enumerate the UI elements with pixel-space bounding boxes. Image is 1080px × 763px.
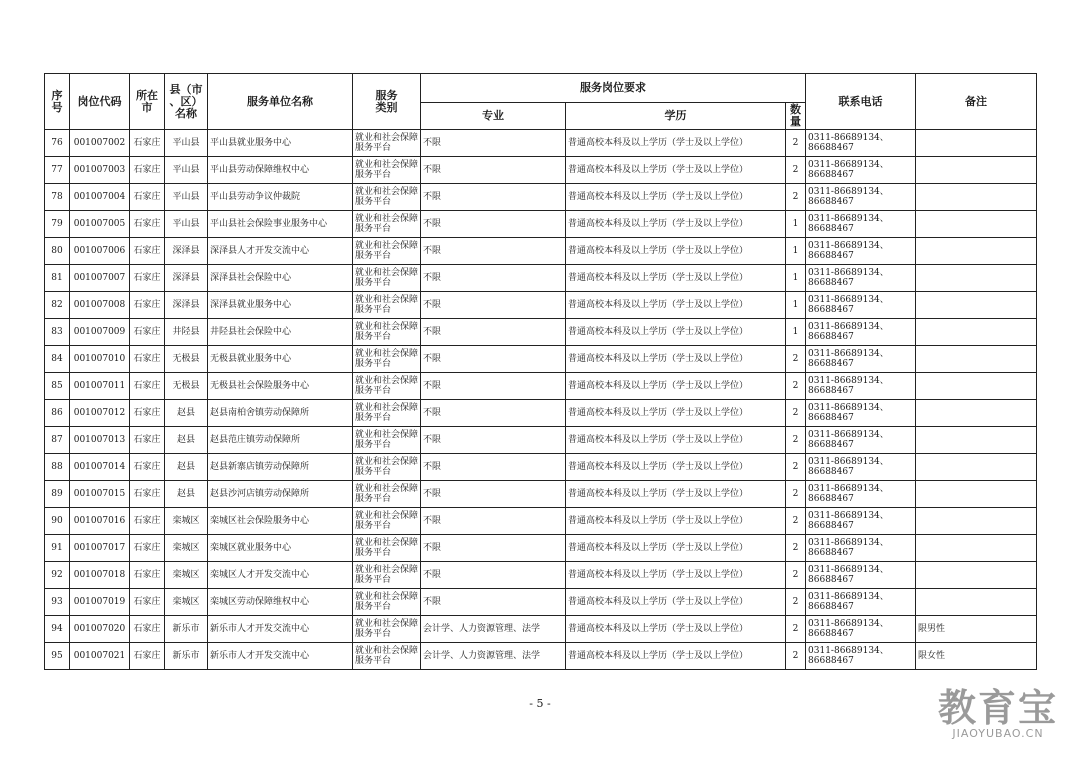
cell-category: 就业和社会保障服务平台	[353, 184, 421, 211]
cell-city: 石家庄	[130, 346, 165, 373]
cell-code: 001007014	[70, 454, 130, 481]
cell-city: 石家庄	[130, 211, 165, 238]
cell-unit: 平山县劳动保障维权中心	[208, 157, 353, 184]
cell-major: 不限	[421, 400, 566, 427]
cell-phone: 0311-86689134、86688467	[806, 427, 916, 454]
cell-seq: 88	[45, 454, 70, 481]
table-row	[45, 454, 1037, 481]
cell-category: 就业和社会保障服务平台	[353, 562, 421, 589]
cell-phone: 0311-86689134、86688467	[806, 535, 916, 562]
watermark-logo	[938, 688, 1058, 740]
table-body	[45, 130, 1037, 670]
cell-seq: 87	[45, 427, 70, 454]
cell-remarks	[916, 589, 1037, 616]
cell-unit: 赵县范庄镇劳动保障所	[208, 427, 353, 454]
header-county: 县（市 、区） 名称	[165, 74, 208, 130]
table-row	[45, 184, 1037, 211]
cell-unit: 赵县新寨店镇劳动保障所	[208, 454, 353, 481]
cell-qty: 2	[786, 616, 806, 643]
cell-code: 001007002	[70, 130, 130, 157]
header-code: 岗位代码	[70, 74, 130, 130]
cell-unit: 栾城区劳动保障维权中心	[208, 589, 353, 616]
header-unit: 服务单位名称	[208, 74, 353, 130]
cell-education: 普通高校本科及以上学历（学士及以上学位）	[566, 589, 786, 616]
cell-qty: 2	[786, 535, 806, 562]
cell-education: 普通高校本科及以上学历（学士及以上学位）	[566, 481, 786, 508]
cell-seq: 94	[45, 616, 70, 643]
cell-major: 不限	[421, 346, 566, 373]
cell-city: 石家庄	[130, 265, 165, 292]
table-row	[45, 427, 1037, 454]
cell-education: 普通高校本科及以上学历（学士及以上学位）	[566, 373, 786, 400]
cell-education: 普通高校本科及以上学历（学士及以上学位）	[566, 535, 786, 562]
cell-major: 不限	[421, 589, 566, 616]
cell-qty: 2	[786, 400, 806, 427]
cell-qty: 2	[786, 481, 806, 508]
cell-code: 001007004	[70, 184, 130, 211]
cell-county: 赵县	[165, 427, 208, 454]
watermark-domain: JIAOYUBAO.CN	[952, 727, 1044, 740]
header-qty: 数 量	[786, 103, 806, 130]
table-row	[45, 265, 1037, 292]
cell-major: 不限	[421, 211, 566, 238]
cell-city: 石家庄	[130, 427, 165, 454]
cell-education: 普通高校本科及以上学历（学士及以上学位）	[566, 238, 786, 265]
cell-remarks	[916, 535, 1037, 562]
cell-code: 001007012	[70, 400, 130, 427]
cell-unit: 新乐市人才开发交流中心	[208, 643, 353, 670]
cell-code: 001007021	[70, 643, 130, 670]
cell-qty: 2	[786, 454, 806, 481]
cell-code: 001007008	[70, 292, 130, 319]
cell-qty: 1	[786, 265, 806, 292]
cell-unit: 井陉县社会保险中心	[208, 319, 353, 346]
header-remarks: 备注	[916, 74, 1037, 130]
cell-code: 001007015	[70, 481, 130, 508]
cell-education: 普通高校本科及以上学历（学士及以上学位）	[566, 211, 786, 238]
cell-category: 就业和社会保障服务平台	[353, 400, 421, 427]
cell-remarks	[916, 481, 1037, 508]
cell-major: 不限	[421, 319, 566, 346]
cell-county: 赵县	[165, 454, 208, 481]
cell-seq: 77	[45, 157, 70, 184]
cell-education: 普通高校本科及以上学历（学士及以上学位）	[566, 616, 786, 643]
cell-category: 就业和社会保障服务平台	[353, 292, 421, 319]
cell-city: 石家庄	[130, 643, 165, 670]
cell-county: 深泽县	[165, 265, 208, 292]
cell-phone: 0311-86689134、86688467	[806, 184, 916, 211]
cell-code: 001007006	[70, 238, 130, 265]
cell-seq: 92	[45, 562, 70, 589]
table-row	[45, 508, 1037, 535]
cell-major: 不限	[421, 562, 566, 589]
cell-remarks: 限男性	[916, 616, 1037, 643]
cell-seq: 85	[45, 373, 70, 400]
cell-qty: 2	[786, 373, 806, 400]
cell-remarks	[916, 562, 1037, 589]
cell-phone: 0311-86689134、86688467	[806, 616, 916, 643]
cell-seq: 78	[45, 184, 70, 211]
cell-qty: 2	[786, 427, 806, 454]
cell-education: 普通高校本科及以上学历（学士及以上学位）	[566, 130, 786, 157]
cell-category: 就业和社会保障服务平台	[353, 319, 421, 346]
cell-unit: 深泽县社会保险中心	[208, 265, 353, 292]
cell-major: 不限	[421, 535, 566, 562]
cell-category: 就业和社会保障服务平台	[353, 535, 421, 562]
cell-remarks	[916, 427, 1037, 454]
cell-code: 001007010	[70, 346, 130, 373]
cell-seq: 93	[45, 589, 70, 616]
cell-phone: 0311-86689134、86688467	[806, 346, 916, 373]
cell-major: 不限	[421, 427, 566, 454]
cell-seq: 79	[45, 211, 70, 238]
cell-unit: 深泽县就业服务中心	[208, 292, 353, 319]
cell-unit: 深泽县人才开发交流中心	[208, 238, 353, 265]
cell-phone: 0311-86689134、86688467	[806, 373, 916, 400]
header-city: 所在 市	[130, 74, 165, 130]
cell-category: 就业和社会保障服务平台	[353, 616, 421, 643]
cell-phone: 0311-86689134、86688467	[806, 481, 916, 508]
cell-city: 石家庄	[130, 238, 165, 265]
cell-city: 石家庄	[130, 157, 165, 184]
cell-major: 不限	[421, 238, 566, 265]
cell-unit: 无极县社会保险服务中心	[208, 373, 353, 400]
cell-city: 石家庄	[130, 373, 165, 400]
cell-education: 普通高校本科及以上学历（学士及以上学位）	[566, 292, 786, 319]
cell-city: 石家庄	[130, 589, 165, 616]
cell-county: 栾城区	[165, 535, 208, 562]
cell-code: 001007009	[70, 319, 130, 346]
cell-unit: 平山县就业服务中心	[208, 130, 353, 157]
cell-county: 无极县	[165, 373, 208, 400]
cell-remarks	[916, 130, 1037, 157]
cell-unit: 赵县沙河店镇劳动保障所	[208, 481, 353, 508]
cell-code: 001007016	[70, 508, 130, 535]
cell-category: 就业和社会保障服务平台	[353, 427, 421, 454]
cell-code: 001007020	[70, 616, 130, 643]
cell-seq: 91	[45, 535, 70, 562]
cell-unit: 栾城区社会保险服务中心	[208, 508, 353, 535]
cell-county: 平山县	[165, 130, 208, 157]
cell-county: 栾城区	[165, 589, 208, 616]
cell-code: 001007007	[70, 265, 130, 292]
cell-seq: 76	[45, 130, 70, 157]
cell-seq: 86	[45, 400, 70, 427]
watermark-brand: 教育宝	[937, 686, 1058, 730]
cell-remarks	[916, 346, 1037, 373]
cell-unit: 赵县南柏舍镇劳动保障所	[208, 400, 353, 427]
cell-remarks	[916, 238, 1037, 265]
cell-qty: 1	[786, 319, 806, 346]
cell-major: 不限	[421, 481, 566, 508]
cell-major: 不限	[421, 373, 566, 400]
cell-category: 就业和社会保障服务平台	[353, 211, 421, 238]
header-category: 服务 类别	[353, 74, 421, 130]
cell-code: 001007017	[70, 535, 130, 562]
cell-phone: 0311-86689134、86688467	[806, 292, 916, 319]
table-row	[45, 346, 1037, 373]
cell-major: 不限	[421, 157, 566, 184]
cell-phone: 0311-86689134、86688467	[806, 319, 916, 346]
cell-education: 普通高校本科及以上学历（学士及以上学位）	[566, 346, 786, 373]
cell-education: 普通高校本科及以上学历（学士及以上学位）	[566, 265, 786, 292]
cell-city: 石家庄	[130, 130, 165, 157]
cell-qty: 2	[786, 157, 806, 184]
cell-county: 无极县	[165, 346, 208, 373]
table-row	[45, 373, 1037, 400]
cell-seq: 89	[45, 481, 70, 508]
cell-major: 不限	[421, 292, 566, 319]
cell-qty: 2	[786, 130, 806, 157]
cell-qty: 2	[786, 184, 806, 211]
cell-category: 就业和社会保障服务平台	[353, 454, 421, 481]
cell-major: 不限	[421, 130, 566, 157]
cell-seq: 83	[45, 319, 70, 346]
cell-city: 石家庄	[130, 319, 165, 346]
cell-remarks	[916, 265, 1037, 292]
cell-code: 001007011	[70, 373, 130, 400]
cell-qty: 2	[786, 508, 806, 535]
cell-qty: 2	[786, 346, 806, 373]
cell-education: 普通高校本科及以上学历（学士及以上学位）	[566, 319, 786, 346]
cell-phone: 0311-86689134、86688467	[806, 157, 916, 184]
cell-category: 就业和社会保障服务平台	[353, 346, 421, 373]
table-row	[45, 481, 1037, 508]
cell-education: 普通高校本科及以上学历（学士及以上学位）	[566, 562, 786, 589]
cell-county: 井陉县	[165, 319, 208, 346]
cell-major: 不限	[421, 508, 566, 535]
header-phone: 联系电话	[806, 74, 916, 130]
cell-phone: 0311-86689134、86688467	[806, 211, 916, 238]
cell-phone: 0311-86689134、86688467	[806, 400, 916, 427]
header-education: 学历	[566, 103, 786, 130]
cell-education: 普通高校本科及以上学历（学士及以上学位）	[566, 427, 786, 454]
cell-category: 就业和社会保障服务平台	[353, 130, 421, 157]
table-row	[45, 292, 1037, 319]
page-number: - 5 -	[529, 697, 551, 710]
cell-code: 001007018	[70, 562, 130, 589]
cell-education: 普通高校本科及以上学历（学士及以上学位）	[566, 508, 786, 535]
cell-unit: 栾城区就业服务中心	[208, 535, 353, 562]
cell-category: 就业和社会保障服务平台	[353, 508, 421, 535]
header-major: 专业	[421, 103, 566, 130]
cell-category: 就业和社会保障服务平台	[353, 589, 421, 616]
cell-county: 平山县	[165, 184, 208, 211]
cell-code: 001007013	[70, 427, 130, 454]
cell-remarks	[916, 400, 1037, 427]
cell-code: 001007003	[70, 157, 130, 184]
cell-education: 普通高校本科及以上学历（学士及以上学位）	[566, 454, 786, 481]
cell-remarks	[916, 184, 1037, 211]
table-row	[45, 130, 1037, 157]
cell-seq: 95	[45, 643, 70, 670]
cell-remarks	[916, 319, 1037, 346]
cell-remarks	[916, 292, 1037, 319]
cell-county: 新乐市	[165, 616, 208, 643]
cell-qty: 2	[786, 589, 806, 616]
table-row	[45, 589, 1037, 616]
cell-city: 石家庄	[130, 535, 165, 562]
cell-category: 就业和社会保障服务平台	[353, 643, 421, 670]
cell-county: 平山县	[165, 157, 208, 184]
cell-seq: 84	[45, 346, 70, 373]
header-requirements: 服务岗位要求	[421, 74, 806, 103]
table-row	[45, 535, 1037, 562]
cell-unit: 新乐市人才开发交流中心	[208, 616, 353, 643]
cell-phone: 0311-86689134、86688467	[806, 265, 916, 292]
cell-city: 石家庄	[130, 184, 165, 211]
cell-remarks	[916, 157, 1037, 184]
cell-phone: 0311-86689134、86688467	[806, 454, 916, 481]
cell-county: 赵县	[165, 481, 208, 508]
cell-category: 就业和社会保障服务平台	[353, 157, 421, 184]
cell-remarks	[916, 454, 1037, 481]
cell-seq: 80	[45, 238, 70, 265]
cell-seq: 90	[45, 508, 70, 535]
cell-city: 石家庄	[130, 481, 165, 508]
cell-phone: 0311-86689134、86688467	[806, 238, 916, 265]
cell-county: 深泽县	[165, 292, 208, 319]
table-row	[45, 643, 1037, 670]
cell-category: 就业和社会保障服务平台	[353, 373, 421, 400]
cell-county: 赵县	[165, 400, 208, 427]
cell-remarks	[916, 373, 1037, 400]
cell-phone: 0311-86689134、86688467	[806, 643, 916, 670]
table-row	[45, 562, 1037, 589]
cell-education: 普通高校本科及以上学历（学士及以上学位）	[566, 400, 786, 427]
cell-code: 001007019	[70, 589, 130, 616]
cell-phone: 0311-86689134、86688467	[806, 130, 916, 157]
table-row	[45, 400, 1037, 427]
cell-major: 不限	[421, 454, 566, 481]
cell-city: 石家庄	[130, 508, 165, 535]
cell-county: 栾城区	[165, 562, 208, 589]
cell-code: 001007005	[70, 211, 130, 238]
cell-education: 普通高校本科及以上学历（学士及以上学位）	[566, 643, 786, 670]
cell-unit: 平山县社会保险事业服务中心	[208, 211, 353, 238]
cell-county: 深泽县	[165, 238, 208, 265]
cell-city: 石家庄	[130, 454, 165, 481]
table-row	[45, 616, 1037, 643]
cell-education: 普通高校本科及以上学历（学士及以上学位）	[566, 157, 786, 184]
cell-city: 石家庄	[130, 292, 165, 319]
header-seq: 序 号	[45, 74, 70, 130]
cell-major: 不限	[421, 184, 566, 211]
cell-unit: 无极县就业服务中心	[208, 346, 353, 373]
cell-major: 不限	[421, 265, 566, 292]
cell-phone: 0311-86689134、86688467	[806, 508, 916, 535]
cell-phone: 0311-86689134、86688467	[806, 562, 916, 589]
cell-seq: 81	[45, 265, 70, 292]
cell-qty: 2	[786, 562, 806, 589]
cell-city: 石家庄	[130, 616, 165, 643]
cell-county: 平山县	[165, 211, 208, 238]
cell-education: 普通高校本科及以上学历（学士及以上学位）	[566, 184, 786, 211]
table-row	[45, 319, 1037, 346]
cell-unit: 栾城区人才开发交流中心	[208, 562, 353, 589]
cell-city: 石家庄	[130, 562, 165, 589]
cell-category: 就业和社会保障服务平台	[353, 238, 421, 265]
cell-category: 就业和社会保障服务平台	[353, 481, 421, 508]
cell-major: 会计学、人力资源管理、法学	[421, 643, 566, 670]
cell-qty: 2	[786, 643, 806, 670]
cell-city: 石家庄	[130, 400, 165, 427]
cell-county: 栾城区	[165, 508, 208, 535]
table-row	[45, 238, 1037, 265]
cell-unit: 平山县劳动争议仲裁院	[208, 184, 353, 211]
cell-category: 就业和社会保障服务平台	[353, 265, 421, 292]
cell-qty: 1	[786, 211, 806, 238]
cell-qty: 1	[786, 238, 806, 265]
cell-seq: 82	[45, 292, 70, 319]
cell-county: 新乐市	[165, 643, 208, 670]
cell-remarks	[916, 508, 1037, 535]
cell-phone: 0311-86689134、86688467	[806, 589, 916, 616]
cell-major: 会计学、人力资源管理、法学	[421, 616, 566, 643]
cell-remarks: 限女性	[916, 643, 1037, 670]
cell-remarks	[916, 211, 1037, 238]
job-table	[44, 73, 1037, 670]
table-row	[45, 211, 1037, 238]
table-row	[45, 157, 1037, 184]
cell-qty: 1	[786, 292, 806, 319]
